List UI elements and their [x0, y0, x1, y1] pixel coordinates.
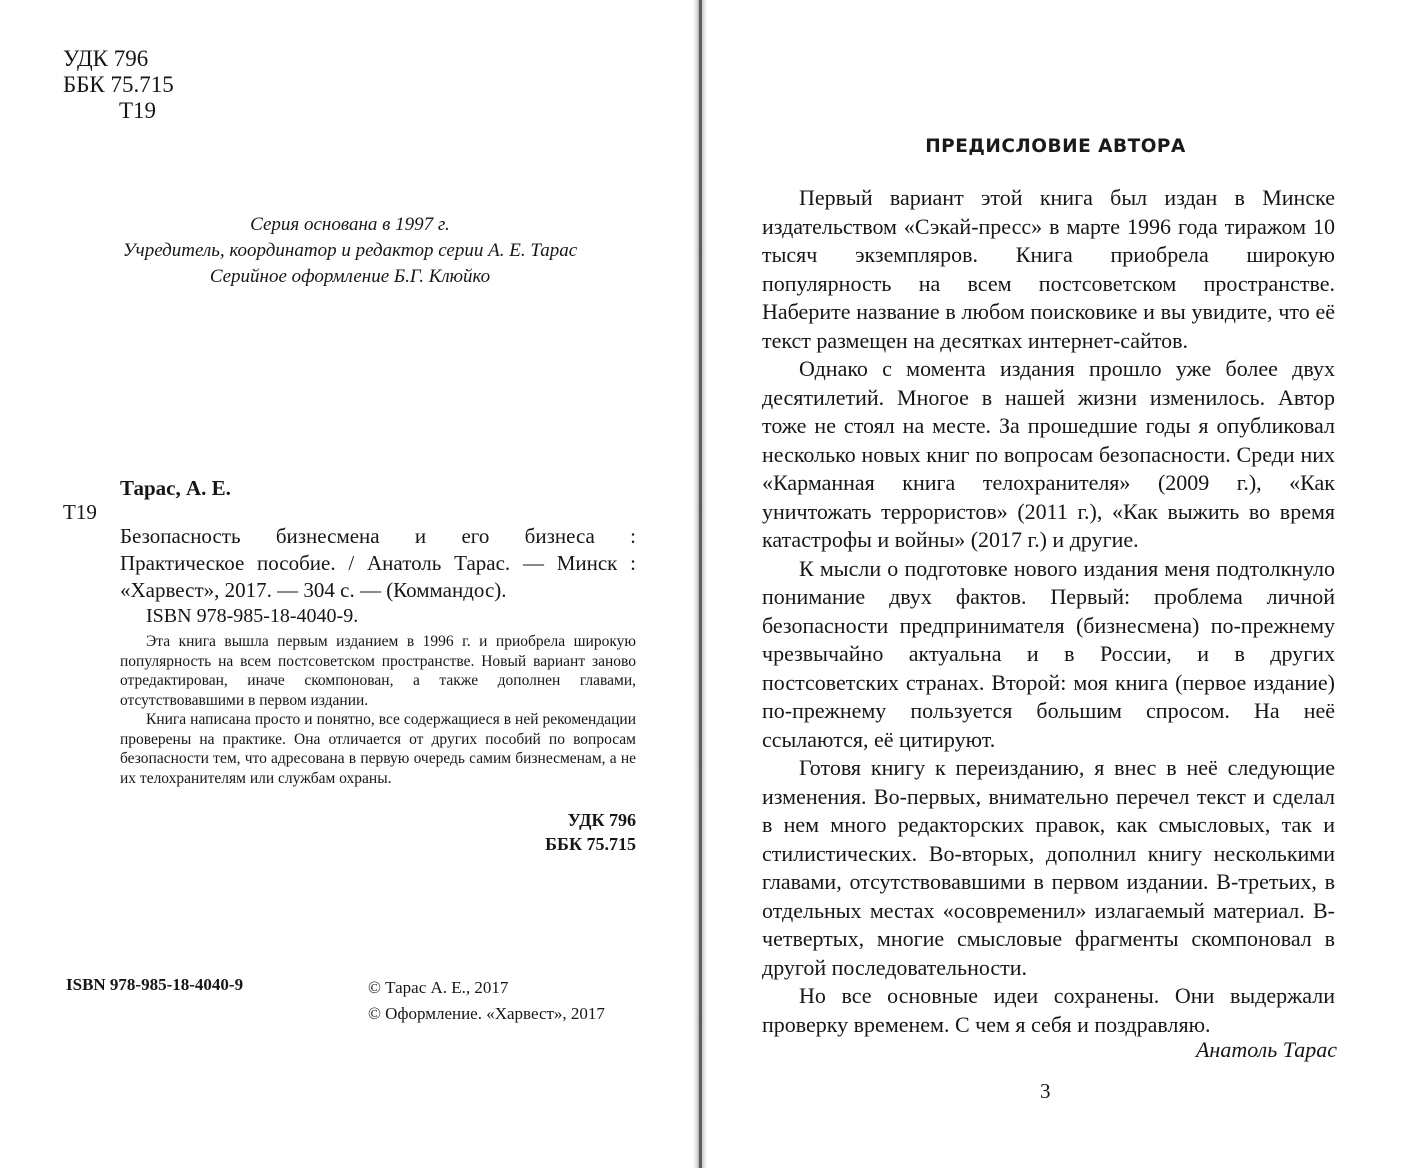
series-editor: Учредитель, координатор и редактор серии А. Е. Тарас — [122, 240, 578, 261]
series-founded: Серия основана в 1997 г. — [250, 214, 450, 235]
isbn-bottom: ISBN 978-985-18-4040-9 — [66, 975, 244, 994]
author-name: Тарас, А. Е. — [120, 476, 231, 500]
bibliographic-description — [120, 523, 636, 604]
preface-paragraph: Готовя книгу к переизданию, я внес в неё следующие изменения. Во-первых, внимательно перечел текст и сделал в нем много редакторских правок, как смысловых, так и стилистических. Во-вторых, дополнил книгу несколькими главами, отсутствовавшими в первом издании. В-третьих, в отдельных местах «осовременил» излагаемый материал. В-четвертых, многие смысловые фрагменты скомпоновал в другой последовательности. — [762, 755, 1335, 980]
copyright-design: © Оформление. «Харвест», 2017 — [368, 1004, 605, 1023]
preface-text — [762, 184, 1335, 1039]
author-mark: Т19 — [119, 98, 157, 123]
left-page — [0, 0, 698, 1168]
preface-heading: ПРЕДИСЛОВИЕ АВТОРА — [925, 136, 1186, 157]
annotation — [120, 632, 636, 788]
preface-paragraph: Однако с момента издания прошло уже более двух десятилетий. Многое в нашей жизни изменилось. Автор тоже не стоял на месте. За прошедшие годы я опубликовал несколько новых книг по вопросам безопасности. Среди них «Карманная книга телохранителя» (2009 г.), «Как уничтожать террористов» (2011 г.), «Как выжить во время катастрофы и войны» (2017 г.) и другие. — [762, 356, 1335, 552]
right-page — [700, 0, 1411, 1168]
bib-line: Практическое пособие. / Анатоль Тарас. — Минск : — [120, 551, 636, 575]
isbn: ISBN 978-985-18-4040-9. — [146, 605, 359, 627]
annotation-paragraph: Книга написана просто и понятно, все содержащиеся в ней рекомендации проверены на практике. Она отличается от других пособий по вопросам безопасности тем, что адресована в первую очередь самим бизнесменам, а не их телохранителям или службам охраны. — [120, 711, 636, 787]
preface-paragraph: К мысли о подготовке нового издания меня подтолкнуло понимание двух фактов. Первый: проблема личной безопасности предпринимателя (бизнесмена) по-прежнему чрезвычайно актуальна и в России, и в других постсоветских странах. Второй: моя книга (первое издание) по-прежнему пользуется большим спросом. На неё ссылаются, её цитируют. — [762, 555, 1335, 752]
author-signature: Анатоль Тарас — [1195, 1037, 1337, 1062]
udk-code: УДК 796 — [63, 46, 149, 71]
page-number: 3 — [1040, 1079, 1051, 1103]
annotation-paragraph: Эта книга вышла первым изданием в 1996 г. и приобрела широкую популярность на всем постсоветском пространстве. Новый вариант заново отредактирован, иначе скомпонован, а также дополнен главами, отсутствовавшими в первом издании. — [120, 633, 636, 709]
copyright-block — [368, 975, 605, 1027]
series-info — [40, 212, 660, 290]
bbk-code: ББК 75.715 — [545, 834, 636, 854]
author-code: Т19 — [63, 500, 97, 524]
preface-paragraph: Но все основные идеи сохранены. Они выдержали проверку временем. С чем я себя и поздравляю. — [762, 983, 1335, 1037]
copyright-author: © Тарас А. Е., 2017 — [368, 978, 509, 997]
series-design: Серийное оформление Б.Г. Клюйко — [209, 266, 491, 287]
udk-footer — [545, 808, 636, 856]
udk-code: УДК 796 — [567, 810, 636, 830]
preface-paragraph: Первый вариант этой книга был издан в Минске издательством «Сэкай-пресс» в марте 1996 года тиражом 10 тысяч экземпляров. Книга приобрела широкую популярность на всем постсоветском пространстве. Наберите название в любом поисковике и вы увидите, что её текст размещен на десятках интернет-сайтов. — [762, 185, 1335, 353]
bbk-code: ББК 75.715 — [63, 72, 174, 97]
bib-line: «Харвест», 2017. — 304 с. — (Коммандос). — [120, 578, 507, 602]
udk-header — [63, 46, 174, 124]
bib-line: Безопасность бизнесмена и его бизнеса : — [120, 524, 636, 548]
